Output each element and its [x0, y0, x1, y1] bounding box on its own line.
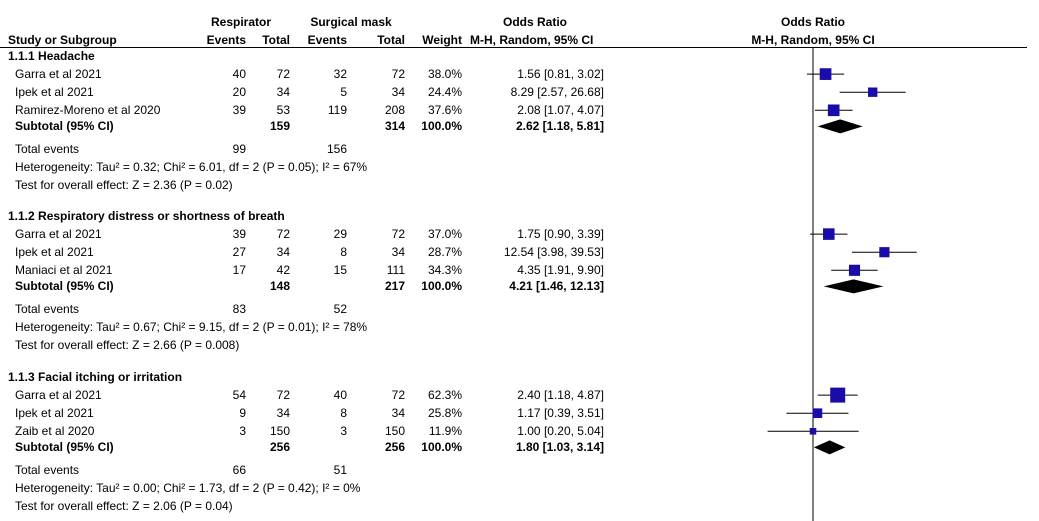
total2-cell: 72 [391, 388, 405, 403]
total-events1: 83 [232, 301, 246, 316]
events2-cell: 15 [333, 263, 347, 278]
total1-cell: 72 [276, 227, 290, 242]
events2-cell: 8 [340, 406, 347, 421]
subgroup-title: 1.1.3 Facial itching or irritation [8, 370, 183, 384]
overall-effect-text: Test for overall effect: Z = 2.36 (P = 0.02) [15, 177, 233, 192]
total-events2: 52 [333, 301, 347, 316]
weight-header: Weight [422, 33, 462, 47]
total-events-label: Total events [15, 462, 80, 477]
study-name: Ramirez-Moreno et al 2020 [15, 103, 161, 118]
ci-cell: 1.17 [0.39, 3.51] [517, 406, 604, 421]
heterogeneity-text: Heterogeneity: Tau² = 0.32; Chi² = 6.01, df = 2 (P = 0.05); I² = 67% [15, 159, 368, 174]
total-events2: 51 [333, 462, 347, 477]
method-plot-header: M-H, Random, 95% CI [751, 33, 875, 47]
study-name: Ipek et al 2021 [15, 85, 94, 100]
subtotal-label: Subtotal (95% CI) [15, 119, 114, 134]
subtotal-weight: 100.0% [421, 119, 462, 134]
study-name: Garra et al 2021 [15, 388, 102, 403]
group2-header: Surgical mask [310, 15, 392, 29]
or-table-header: Odds Ratio [502, 15, 567, 29]
study-marker [879, 247, 889, 257]
total1-cell: 42 [276, 263, 290, 278]
weight-cell: 34.3% [427, 263, 462, 278]
total2-cell: 150 [384, 424, 405, 439]
events1-cell: 17 [232, 263, 246, 278]
weight-cell: 11.9% [428, 424, 462, 439]
weight-cell: 28.7% [427, 245, 462, 260]
subtotal-ci: 4.21 [1.46, 12.13] [509, 279, 604, 294]
events1-cell: 39 [232, 227, 246, 242]
subgroup-title: 1.1.2 Respiratory distress or shortness of breath [8, 209, 285, 223]
events2-cell: 119 [327, 103, 347, 118]
total1-cell: 34 [276, 85, 290, 100]
events2-cell: 40 [333, 388, 347, 403]
ci-cell: 1.56 [0.81, 3.02] [517, 67, 604, 82]
total-events-label: Total events [15, 301, 80, 316]
events1-header: Events [206, 33, 246, 47]
total1-cell: 72 [276, 67, 290, 82]
or-plot-header: Odds Ratio [780, 15, 845, 29]
study-marker [820, 68, 832, 80]
study-name: Garra et al 2021 [15, 227, 102, 242]
pooled-diamond [814, 440, 845, 454]
overall-effect-text: Test for overall effect: Z = 2.66 (P = 0.008) [15, 337, 240, 352]
total1-cell: 53 [276, 103, 290, 118]
subtotal-total1: 159 [269, 119, 290, 134]
pooled-diamond [818, 119, 863, 133]
subtotal-total1: 148 [269, 279, 290, 294]
ci-cell: 8.29 [2.57, 26.68] [510, 85, 604, 100]
events1-cell: 20 [232, 85, 246, 100]
study-name: Ipek et al 2021 [15, 406, 94, 421]
group1-header: Respirator [210, 15, 272, 29]
study-name: Maniaci et al 2021 [15, 263, 113, 278]
events2-cell: 3 [340, 424, 347, 439]
weight-cell: 62.3% [427, 388, 462, 403]
method-table-header: M-H, Random, 95% CI [470, 33, 594, 47]
weight-cell: 37.0% [427, 227, 462, 242]
study-marker [810, 428, 817, 435]
total2-cell: 72 [391, 67, 405, 82]
study-marker [828, 104, 840, 116]
total-events2: 156 [326, 141, 347, 156]
study-name: Zaib et al 2020 [15, 424, 95, 439]
ci-cell: 1.00 [0.20, 5.04] [517, 424, 604, 439]
total2-cell: 34 [391, 85, 405, 100]
subgroup-title: 1.1.1 Headache [8, 49, 95, 63]
study-marker [813, 408, 823, 418]
pooled-diamond [824, 279, 884, 293]
total2-header: Total [377, 33, 405, 47]
total2-cell: 72 [391, 227, 405, 242]
ci-cell: 4.35 [1.91, 9.90] [517, 263, 604, 278]
overall-effect-text: Test for overall effect: Z = 2.06 (P = 0.04) [15, 498, 233, 513]
ci-cell: 12.54 [3.98, 39.53] [503, 245, 604, 260]
subtotal-total2: 217 [384, 279, 405, 294]
study-column-header: Study or Subgroup [8, 33, 117, 47]
events1-cell: 3 [239, 424, 246, 439]
events1-cell: 9 [239, 406, 246, 421]
study-marker [823, 228, 835, 240]
subtotal-label: Subtotal (95% CI) [15, 279, 114, 294]
events1-cell: 39 [232, 103, 246, 118]
ci-cell: 1.75 [0.90, 3.39] [517, 227, 604, 242]
subtotal-weight: 100.0% [421, 279, 462, 294]
total-events1: 99 [232, 141, 246, 156]
events2-cell: 8 [340, 245, 347, 260]
events2-cell: 29 [333, 227, 347, 242]
weight-cell: 24.4% [427, 85, 462, 100]
study-name: Garra et al 2021 [15, 67, 102, 82]
subtotal-total2: 314 [384, 119, 405, 134]
total-events-label: Total events [15, 141, 80, 156]
total-events1: 66 [232, 462, 246, 477]
total1-header: Total [262, 33, 290, 47]
study-marker [849, 265, 860, 276]
total1-cell: 34 [276, 245, 290, 260]
events2-cell: 5 [340, 85, 347, 100]
total1-cell: 34 [276, 406, 290, 421]
weight-cell: 38.0% [427, 67, 462, 82]
subtotal-ci: 2.62 [1.18, 5.81] [515, 119, 604, 134]
subtotal-weight: 100.0% [421, 440, 462, 455]
subtotal-total2: 256 [384, 440, 405, 455]
total2-cell: 34 [391, 406, 405, 421]
heterogeneity-text: Heterogeneity: Tau² = 0.67; Chi² = 9.15, df = 2 (P = 0.01); I² = 78% [15, 319, 368, 334]
ci-cell: 2.40 [1.18, 4.87] [517, 388, 604, 403]
events1-cell: 40 [232, 67, 246, 82]
total1-cell: 72 [276, 388, 290, 403]
heterogeneity-text: Heterogeneity: Tau² = 0.00; Chi² = 1.73, df = 2 (P = 0.42); I² = 0% [15, 480, 361, 495]
events1-cell: 27 [232, 245, 246, 260]
total2-cell: 34 [391, 245, 405, 260]
study-marker [830, 388, 845, 403]
events1-cell: 54 [232, 388, 246, 403]
total2-cell: 208 [384, 103, 405, 118]
total1-cell: 150 [269, 424, 290, 439]
study-name: Ipek et al 2021 [15, 245, 94, 260]
subtotal-ci: 1.80 [1.03, 3.14] [515, 440, 604, 455]
study-marker [868, 88, 877, 97]
events2-header: Events [307, 33, 347, 47]
ci-cell: 2.08 [1.07, 4.07] [517, 103, 604, 118]
total2-cell: 111 [386, 263, 405, 278]
weight-cell: 37.6% [427, 103, 462, 118]
subtotal-total1: 256 [269, 440, 290, 455]
weight-cell: 25.8% [427, 406, 462, 421]
events2-cell: 32 [333, 67, 347, 82]
subtotal-label: Subtotal (95% CI) [15, 440, 114, 455]
